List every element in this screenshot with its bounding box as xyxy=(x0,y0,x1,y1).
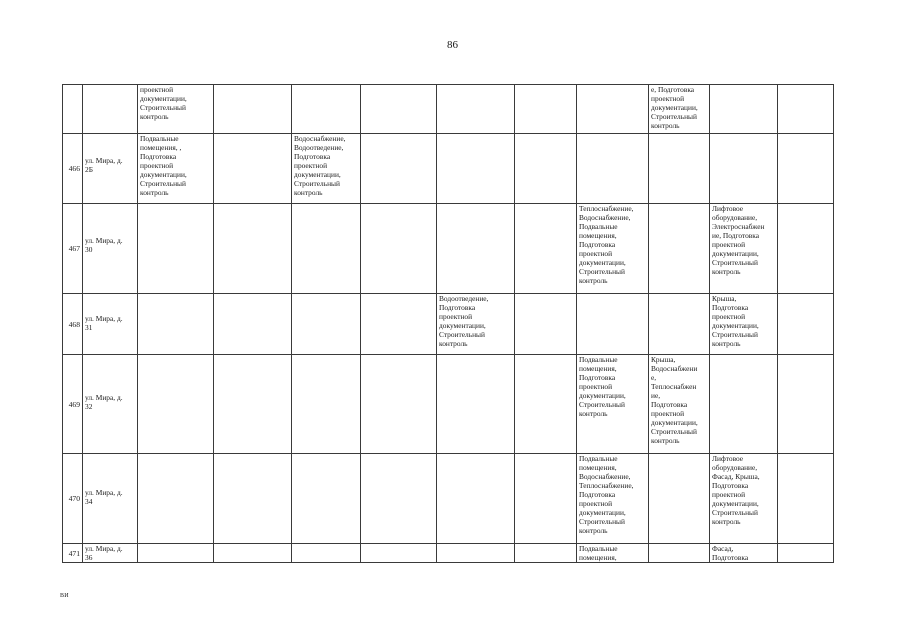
cell-text-line: документации, xyxy=(651,103,698,112)
work-cell xyxy=(577,454,649,544)
cell-text-line: Подготовка xyxy=(712,553,749,562)
work-cell xyxy=(361,544,437,563)
cell-text-line: ул. Мира, д. xyxy=(85,156,123,165)
cell-text-line: Строительный xyxy=(140,179,186,188)
work-cell xyxy=(649,544,710,563)
footer-mark: ВИ xyxy=(60,593,69,599)
cell-text-line: помещения, xyxy=(579,364,617,373)
cell-text-line: Теплоснабжение, xyxy=(579,204,634,213)
work-cell xyxy=(515,85,577,134)
work-cell xyxy=(361,134,437,204)
cell-text-line: контроль xyxy=(651,121,680,130)
cell-text-line: ие, xyxy=(651,391,661,400)
work-cell xyxy=(515,454,577,544)
cell-text-line: документации, xyxy=(712,499,759,508)
cell-text-line: ул. Мира, д. xyxy=(85,236,123,245)
work-cell xyxy=(515,544,577,563)
cell-text-line: Водоотведение, xyxy=(294,143,344,152)
work-cell xyxy=(437,204,515,294)
table-row xyxy=(63,544,834,563)
work-cell xyxy=(778,85,834,134)
row-number: 471 xyxy=(63,544,83,563)
work-cell xyxy=(710,134,778,204)
cell-text-line: Подготовка xyxy=(712,481,749,490)
work-cell xyxy=(577,204,649,294)
cell-text-line: Подготовка xyxy=(579,240,616,249)
work-cell xyxy=(138,204,214,294)
cell-text-line: Строительный xyxy=(439,330,485,339)
cell-text-line: ул. Мира, д. xyxy=(85,544,123,553)
cell-text-line: Водоснабжение, xyxy=(579,472,631,481)
work-cell xyxy=(138,355,214,454)
cell-text-line: документации, xyxy=(579,508,626,517)
cell-text-line: контроль xyxy=(140,112,169,121)
work-cell xyxy=(778,134,834,204)
work-cell xyxy=(361,454,437,544)
cell-text-line: контроль xyxy=(651,436,680,445)
cell-text-line: Подготовка xyxy=(579,373,616,382)
work-cell xyxy=(292,294,361,355)
cell-text-line: документации, xyxy=(651,418,698,427)
cell-text-line: проектной xyxy=(712,312,746,321)
work-cell xyxy=(778,544,834,563)
cell-text-line: Лифтовое xyxy=(712,454,744,463)
work-cell xyxy=(710,355,778,454)
table-row xyxy=(63,204,834,294)
page-number: 86 xyxy=(447,39,458,51)
work-cell xyxy=(361,355,437,454)
cell-text-line: Водоснабжение, xyxy=(294,134,346,143)
row-number: 468 xyxy=(63,294,83,355)
work-cell xyxy=(361,204,437,294)
work-cell xyxy=(710,204,778,294)
work-cell xyxy=(515,204,577,294)
cell-text-line: помещения, xyxy=(579,231,617,240)
cell-text-line: ул. Мира, д. xyxy=(85,314,123,323)
cell-text-line: контроль xyxy=(140,188,169,197)
cell-text-line: Строительный xyxy=(294,179,340,188)
work-cell xyxy=(778,204,834,294)
cell-text-line: Теплоснабжение, xyxy=(579,481,634,490)
work-cell xyxy=(710,544,778,563)
cell-text-line: проектной xyxy=(439,312,473,321)
cell-text-line: проектной xyxy=(651,409,685,418)
table-row xyxy=(63,454,834,544)
cell-text-line: проектной xyxy=(712,490,746,499)
cell-text-line: Подготовка xyxy=(140,152,177,161)
cell-text-line: контроль xyxy=(579,409,608,418)
cell-text-line: контроль xyxy=(294,188,323,197)
work-cell xyxy=(292,85,361,134)
work-cell xyxy=(361,294,437,355)
work-cell xyxy=(577,544,649,563)
cell-text-line: Лифтовое xyxy=(712,204,744,213)
cell-text-line: Крыша, xyxy=(651,355,676,364)
work-cell xyxy=(138,454,214,544)
cell-text-line: проектной xyxy=(579,249,613,258)
cell-text-line: контроль xyxy=(712,267,741,276)
cell-text-line: контроль xyxy=(712,339,741,348)
work-cell xyxy=(138,85,214,134)
address-cell xyxy=(83,294,138,355)
cell-text-line: ул. Мира, д. xyxy=(85,393,123,402)
work-cell xyxy=(138,544,214,563)
cell-text-line: Теплоснабжен xyxy=(651,382,697,391)
table-row xyxy=(63,355,834,454)
cell-text-line: проектной xyxy=(651,94,685,103)
cell-text-line: Строительный xyxy=(712,258,758,267)
work-cell xyxy=(138,294,214,355)
work-cell xyxy=(710,294,778,355)
cell-text-line: Подвальные xyxy=(579,355,618,364)
cell-text-line: помещения, xyxy=(579,463,617,472)
cell-text-line: проектной xyxy=(579,382,613,391)
cell-text-line: Подвальные xyxy=(579,222,618,231)
work-cell xyxy=(778,454,834,544)
cell-text-line: Строительный xyxy=(651,427,697,436)
cell-text-line: 32 xyxy=(85,402,93,411)
work-cell xyxy=(649,454,710,544)
cell-text-line: Подвальные xyxy=(579,544,618,553)
work-cell xyxy=(214,134,292,204)
cell-text-line: документации, xyxy=(140,170,187,179)
cell-text-line: Строительный xyxy=(579,267,625,276)
cell-text-line: контроль xyxy=(439,339,468,348)
work-cell xyxy=(710,454,778,544)
cell-text-line: документации, xyxy=(140,94,187,103)
cell-text-line: Подготовка xyxy=(294,152,331,161)
cell-text-line: Строительный xyxy=(140,103,186,112)
cell-text-line: контроль xyxy=(579,526,608,535)
cell-text-line: 34 xyxy=(85,497,93,506)
work-cell xyxy=(292,134,361,204)
cell-text-line: контроль xyxy=(712,517,741,526)
cell-text-line: ул. Мира, д. xyxy=(85,488,123,497)
work-cell xyxy=(649,355,710,454)
work-cell xyxy=(515,294,577,355)
work-cell xyxy=(710,85,778,134)
cell-text-line: Электроснабжен xyxy=(712,222,765,231)
work-cell xyxy=(437,134,515,204)
cell-text-line: документации, xyxy=(294,170,341,179)
address-cell xyxy=(83,544,138,563)
cell-text-line: 31 xyxy=(85,323,93,332)
address-cell xyxy=(83,355,138,454)
cell-text-line: документации, xyxy=(579,258,626,267)
work-cell xyxy=(778,355,834,454)
work-cell xyxy=(361,85,437,134)
cell-text-line: Крыша, xyxy=(712,294,737,303)
table-body xyxy=(63,85,834,563)
cell-text-line: е, xyxy=(651,373,657,382)
work-cell xyxy=(214,294,292,355)
works-table xyxy=(62,84,834,563)
table-row xyxy=(63,294,834,355)
cell-text-line: контроль xyxy=(579,276,608,285)
row-number: 470 xyxy=(63,454,83,544)
cell-text-line: е, Подготовка xyxy=(651,85,695,94)
cell-text-line: Подвальные xyxy=(579,454,618,463)
cell-text-line: проектной xyxy=(140,85,174,94)
work-cell xyxy=(292,544,361,563)
cell-text-line: документации, xyxy=(439,321,486,330)
address-cell xyxy=(83,85,138,134)
cell-text-line: оборудование, xyxy=(712,463,758,472)
work-cell xyxy=(577,134,649,204)
work-cell xyxy=(214,204,292,294)
cell-text-line: проектной xyxy=(140,161,174,170)
cell-text-line: документации, xyxy=(579,391,626,400)
cell-text-line: Водоотведение, xyxy=(439,294,489,303)
cell-text-line: помещения, , xyxy=(140,143,182,152)
cell-text-line: Строительный xyxy=(712,330,758,339)
work-cell xyxy=(437,294,515,355)
cell-text-line: 30 xyxy=(85,245,93,254)
cell-text-line: Водоснабжени xyxy=(651,364,698,373)
address-cell xyxy=(83,204,138,294)
cell-text-line: Подготовка xyxy=(712,303,749,312)
row-number: 467 xyxy=(63,204,83,294)
cell-text-line: Подготовка xyxy=(651,400,688,409)
cell-text-line: документации, xyxy=(712,321,759,330)
cell-text-line: Строительный xyxy=(579,517,625,526)
cell-text-line: Подготовка xyxy=(439,303,476,312)
work-cell xyxy=(515,355,577,454)
table-row xyxy=(63,134,834,204)
work-cell xyxy=(515,134,577,204)
table-row xyxy=(63,85,834,134)
address-cell xyxy=(83,454,138,544)
work-cell xyxy=(778,294,834,355)
cell-text-line: Подготовка xyxy=(579,490,616,499)
work-cell xyxy=(292,355,361,454)
work-cell xyxy=(437,454,515,544)
work-cell xyxy=(214,544,292,563)
cell-text-line: помещения, xyxy=(579,553,617,562)
cell-text-line: ие, Подготовка xyxy=(712,231,760,240)
row-number xyxy=(63,85,83,134)
work-cell xyxy=(649,134,710,204)
work-cell xyxy=(649,204,710,294)
cell-text-line: Водоснабжение, xyxy=(579,213,631,222)
work-cell xyxy=(437,544,515,563)
cell-text-line: Подвальные xyxy=(140,134,179,143)
work-cell xyxy=(437,355,515,454)
work-cell xyxy=(292,454,361,544)
cell-text-line: Фасад, Крыша, xyxy=(712,472,760,481)
work-cell xyxy=(649,85,710,134)
cell-text-line: 2Б xyxy=(85,165,93,174)
work-cell xyxy=(577,85,649,134)
cell-text-line: 36 xyxy=(85,553,93,562)
work-cell xyxy=(577,294,649,355)
cell-text-line: проектной xyxy=(294,161,328,170)
work-cell xyxy=(577,355,649,454)
cell-text-line: проектной xyxy=(579,499,613,508)
cell-text-line: Строительный xyxy=(651,112,697,121)
cell-text-line: Строительный xyxy=(712,508,758,517)
work-cell xyxy=(214,355,292,454)
work-cell xyxy=(138,134,214,204)
row-number: 469 xyxy=(63,355,83,454)
cell-text-line: Строительный xyxy=(579,400,625,409)
address-cell xyxy=(83,134,138,204)
cell-text-line: проектной xyxy=(712,240,746,249)
cell-text-line: Фасад, xyxy=(712,544,734,553)
cell-text-line: оборудование, xyxy=(712,213,758,222)
row-number: 466 xyxy=(63,134,83,204)
cell-text-line: документации, xyxy=(712,249,759,258)
work-cell xyxy=(214,454,292,544)
work-cell xyxy=(214,85,292,134)
work-cell xyxy=(437,85,515,134)
work-cell xyxy=(649,294,710,355)
work-cell xyxy=(292,204,361,294)
